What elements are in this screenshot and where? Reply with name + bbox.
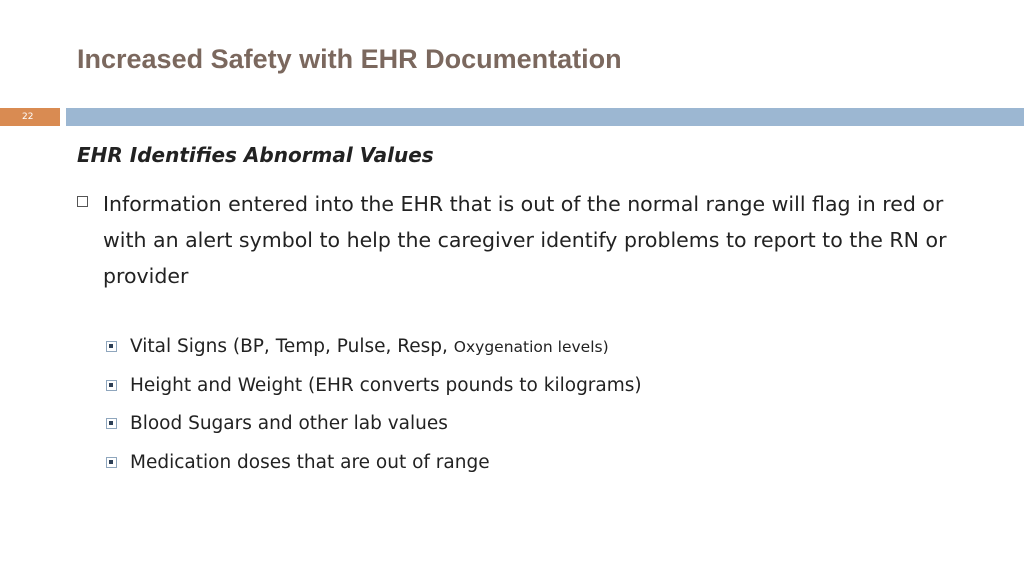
sub-bullet-text: Blood Sugars and other lab values bbox=[130, 413, 448, 434]
list-item bbox=[106, 372, 906, 411]
list-item bbox=[106, 449, 906, 488]
page-number-badge: 22 bbox=[0, 108, 60, 126]
filled-square-bullet-icon bbox=[106, 457, 117, 468]
section-subheading: EHR Identifies Abnormal Values bbox=[77, 143, 434, 167]
filled-square-bullet-icon bbox=[106, 418, 117, 429]
slide-title: Increased Safety with EHR Documentation bbox=[77, 44, 622, 74]
main-bullet-text: Information entered into the EHR that is out of the normal range will flag in red or with an alert symbol to help the caregiver identify problems to report to the RN or provider bbox=[103, 192, 947, 288]
sub-bullet-text: Vital Signs (BP, Temp, Pulse, Resp, Oxygenation levels) bbox=[130, 336, 609, 357]
list-item bbox=[106, 333, 906, 372]
main-bullet bbox=[77, 186, 977, 294]
list-item bbox=[106, 410, 906, 449]
title-rule bbox=[66, 108, 1024, 126]
sub-bullet-list bbox=[106, 333, 906, 487]
sub-bullet-text: Height and Weight (EHR converts pounds to kilograms) bbox=[130, 374, 642, 396]
sub-bullet-text: Medication doses that are out of range bbox=[130, 451, 490, 473]
square-bullet-icon bbox=[77, 196, 88, 207]
filled-square-bullet-icon bbox=[106, 380, 117, 391]
filled-square-bullet-icon bbox=[106, 341, 117, 352]
